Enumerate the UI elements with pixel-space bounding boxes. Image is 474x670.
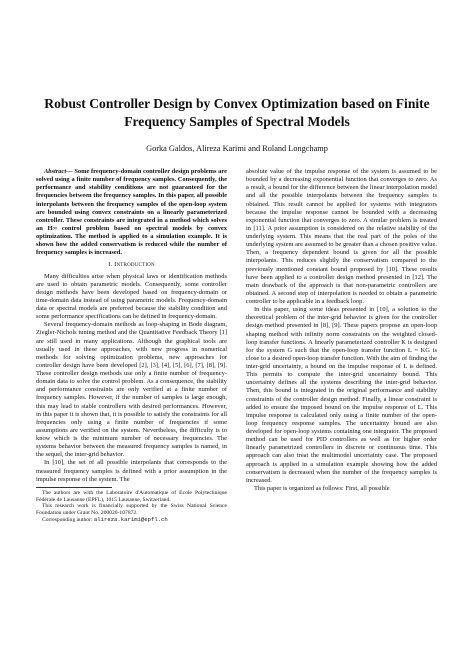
corresponding-label: Corresponding author: <box>42 516 93 523</box>
paper-title <box>30 95 444 130</box>
left-column <box>36 168 227 524</box>
author-list: Gorka Galdos, Alireza Karimi and Roland Longchamp <box>146 144 328 153</box>
section-heading-introduction: I. Introduction <box>108 261 155 269</box>
footnote-funding: This research work is financially supported by the Swiss National Science Foundation under Grant No. 200020-107872. <box>36 503 227 517</box>
footnote-affiliation: The authors are with the Laboratoire d'Automatique of Ecole Polytechnique Fédérale de Lausanne (EPFL), 1015 Lausanne, Switzerland. <box>36 489 227 503</box>
footnote-corresponding <box>36 517 227 524</box>
intro-paragraph-1: Many difficulties arise when physical laws or identification methods are used to obtain parametric models. Consequently, some controller design methods have been developed based on frequency-domain or time-domain data instead of using parametric models. Frequency-domain data or spectral models are preferred because the stability condition and some performance specifications can be defined in frequency-domain. <box>36 272 227 321</box>
right-paragraph-3: This paper is organized as follows: First, all possible <box>254 484 390 492</box>
footnote-divider <box>36 487 112 488</box>
right-column <box>246 168 437 493</box>
title-line-1: Robust Controller Design by Convex Optimization based on Finite <box>44 96 430 111</box>
right-paragraph-1: absolute value of the impulse response of the system is assumed to be bounded by a decreasing exponential function that converges to zero. As a result, a bound for the difference between the linear interpolation model and all the possible interpolants between the frequency samples is obtained. This result cannot be applied for systems with integrators because the impulse response cannot be bounded with a decreasing exponential function that converges to zero. A similar problem is treated in [11]. A prior assumption is considered on the relative stability of the underlying system. This means that the real part of the poles of the underlying system are assumed to be greater than a chosen positive value. Then, a frequency dependent bound is given for all the possible interpolants. This reduces slightly the conservatism compared to the previously mentioned constant bound proposed by [10]. These results have been applied to a controller design method presented in [12]. The main drawback of the approach is that non-parametric controllers are obtained. A second step of interpolation is needed to obtain a parametric controller to be applicable in a feedback loop. <box>246 168 437 305</box>
footnotes <box>36 490 227 524</box>
abstract-label: Abstract <box>44 168 67 175</box>
abstract-text: — Some frequency-domain controller design problems are solved using a finite number of frequency samples. Consequently, the performance and stability conditions are not guaranteed for the frequencies between the frequency samples. In this paper, all possible interpolants between the frequency samples of the open-loop system are bounded using convex constraints on a linearly parameterized controller. These constraints are integrated in a method which solves an H∞ control problem based on spectral models by convex optimization. The method is applied to a simulation example. It is shown how the added conservatism is reduced while the number of frequency samples is increased. <box>36 168 227 257</box>
intro-paragraph-3: In [10], the set of all possible interpolants that corresponds to the measured frequency samples is defined with a prior assumption in the impulse response of the system. The <box>36 459 227 483</box>
right-paragraph-2: In this paper, using some ideas presented in [10], a solution to the theoretical problem of the inter-grid behavior is given for the controller design method presented in [8], [9]. These papers propose an open-loop shaping method with infinity norm constraints on the weighted closed-loop transfer functions. A linearly parameterized controller K is designed for the system G such that the open-loop transfer function L = KG is close to a desired open-loop transfer function. With the aim of finding the inter-grid uncertainty, a bound on the impulse response of L is defined. This permits to compute the inter-grid uncertainty bound. This uncertainty defines all the systems describing the inter-grid behavior. Then, this bound is integrated in the original performance and stability constraints of the controller design method. Finally, a linear constraint is added to ensure the imposed bound on the impulse response of L. This impulse response is calculated only using a finite number of the open-loop frequency response samples. The uncertainty bound are also developed for open-loop systems containing one integrator. The proposed method can be used for PID controllers as well as for higher order linearly parametrized controllers in discrete or continuous time. This approach can also treat the multimodel uncertainty case. The proposed approach is applied in a simulation example showing how the added conservatism is decreased when the number of the frequency samples is increased. <box>246 306 437 484</box>
title-line-2: Frequency Samples of Spectral Models <box>124 113 350 129</box>
abstract <box>36 168 227 257</box>
corresponding-email-link[interactable]: alireza.karimi@epfl.ch <box>93 515 168 523</box>
intro-paragraph-2: Several frequency-domain methods as loop-shaping in Bode diagram, Ziegler-Nichols tuning method and the Quantitative Feedback Theory [1] are still used in many applications. Although the graphical tools are usually used in these approaches, with new progress in numerical methods for solving optimization problems, new approaches for controller design have been developed [2], [3], [4], [5], [6], [7], [8], [9]. These controller design methods use only a finite number of frequency-domain data to solve the control problem. As a consequence, the stability and performance constraints are only verified at a finite number of frequency samples. However, if the number of samples is large enough, this may lead to stable controllers with desired performances. However, in this paper it is shown that, it is possible to satisfy the constraints for all frequencies only using a finite number of frequencies if some assumptions are verified on the system. Nevertheless, the difficulty is to know which is the minimum number of necessary frequencies. The systems behavior between the measured frequency samples is named, in the sequel, the inter-grid behavior. <box>36 321 227 459</box>
